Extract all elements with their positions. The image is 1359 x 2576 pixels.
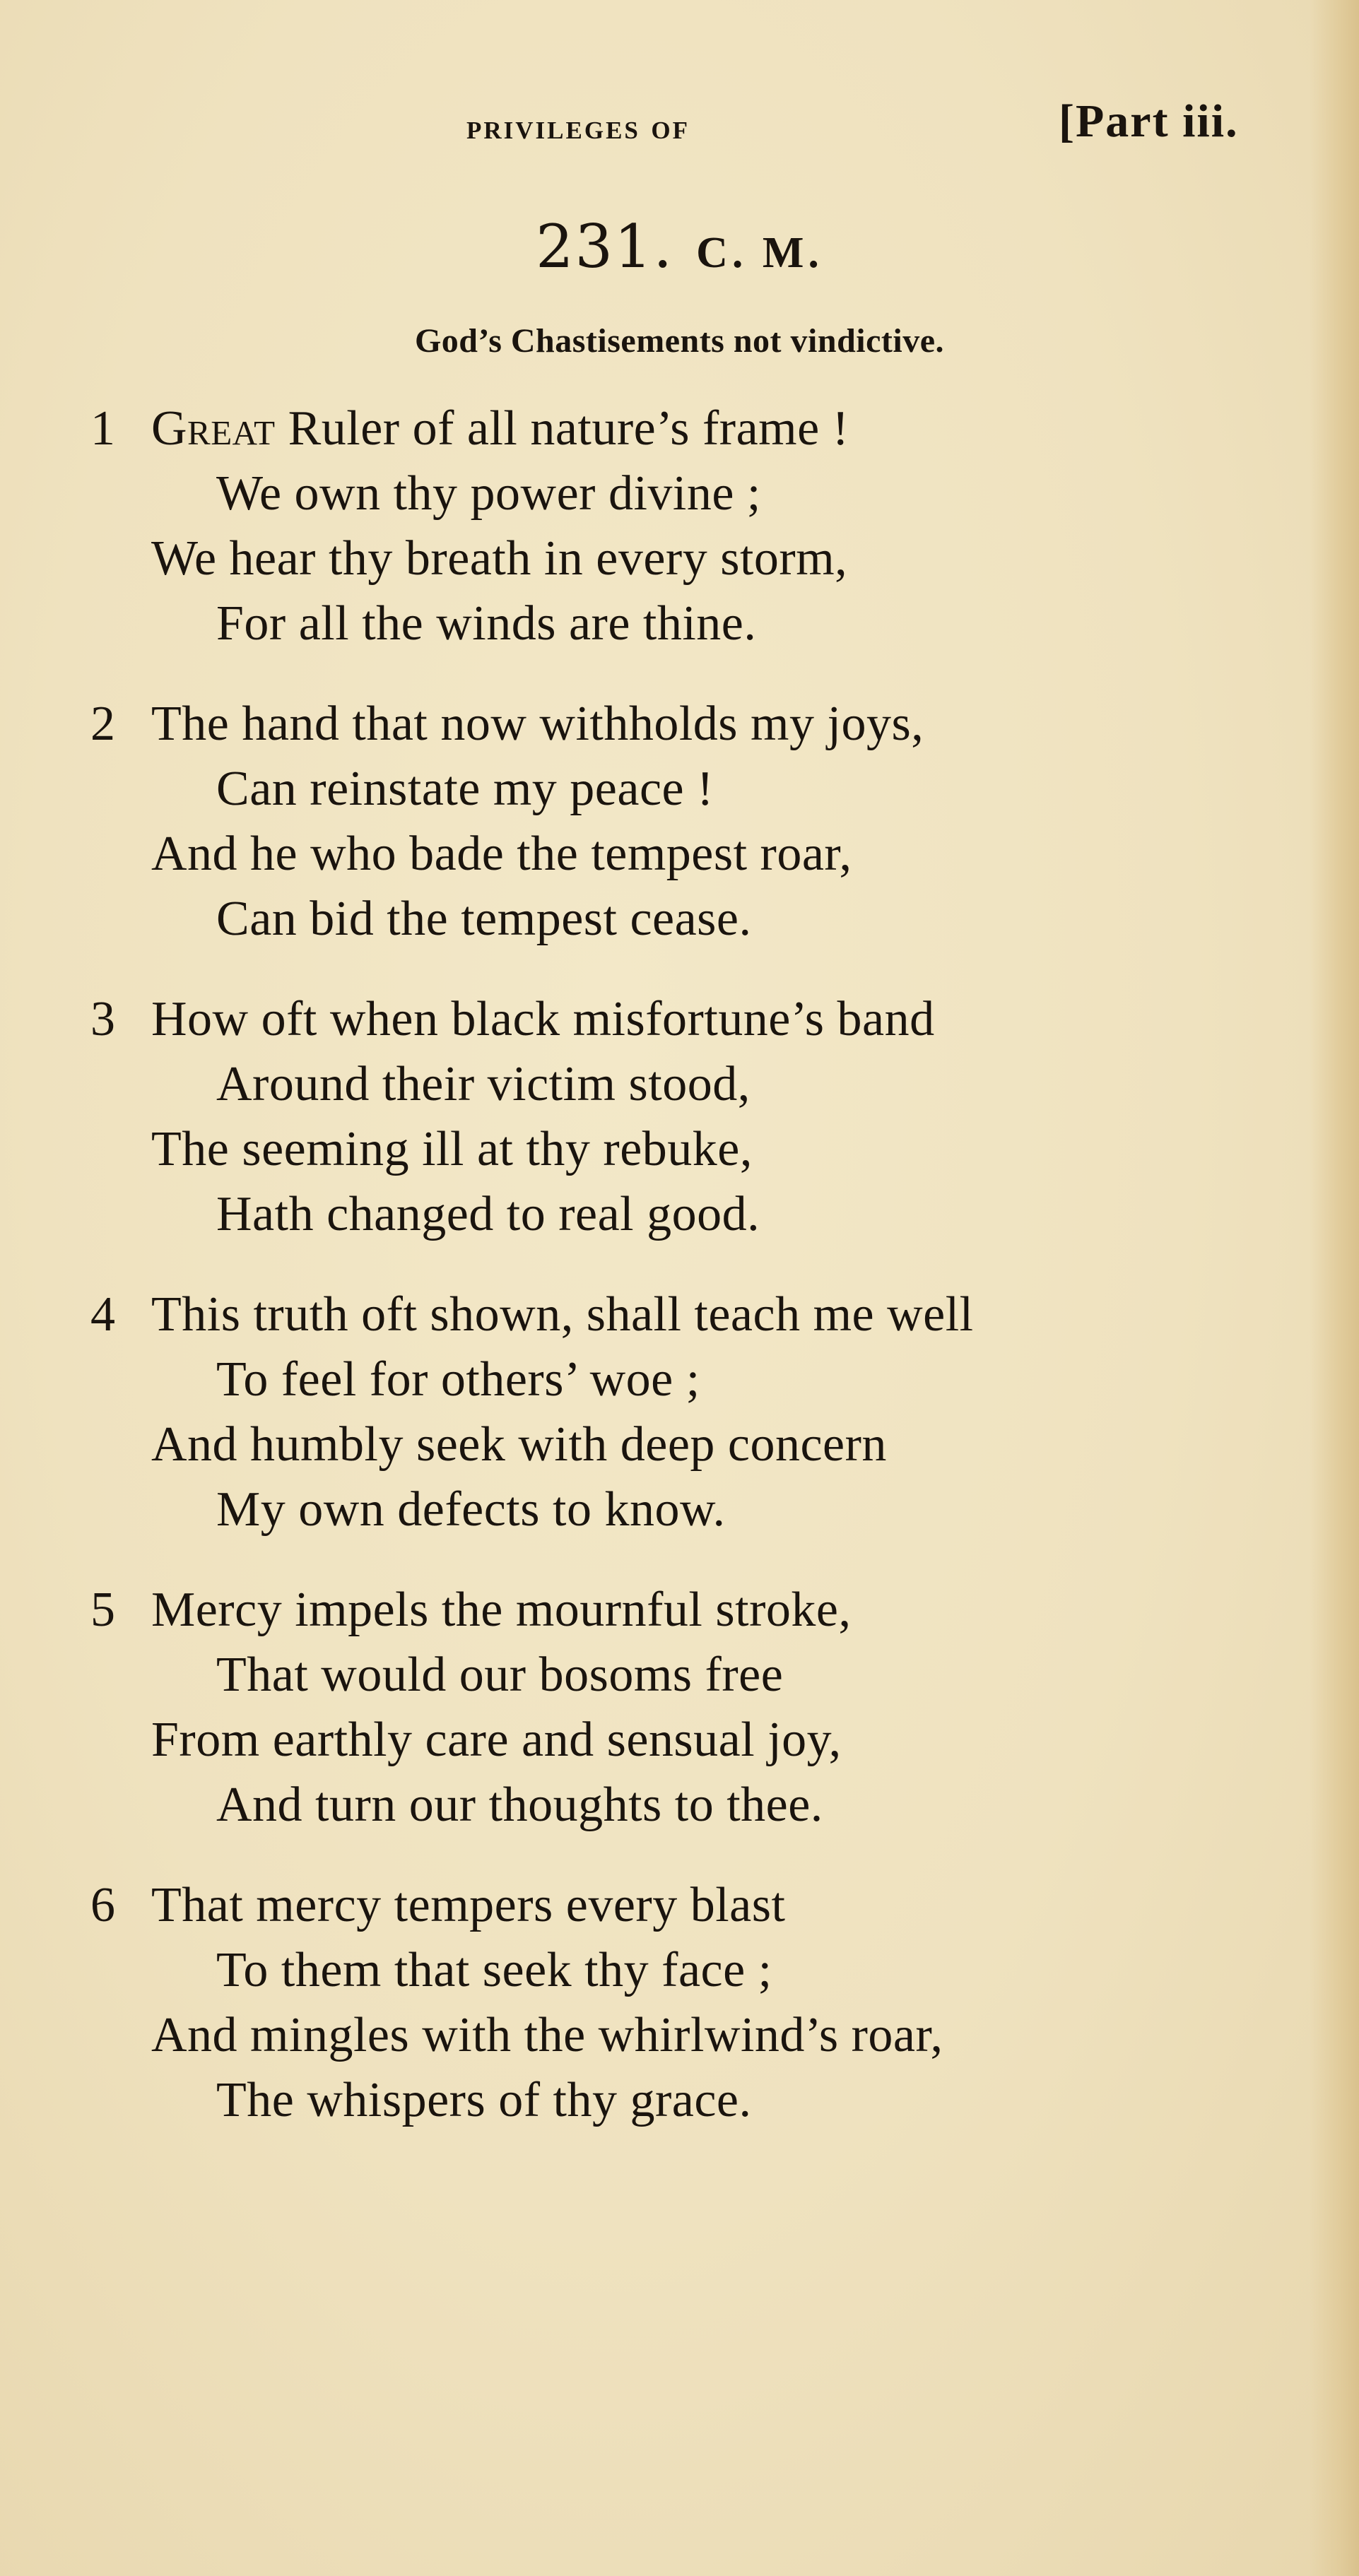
stanza-number: 4 [90, 1287, 115, 1342]
verse-line: And turn our thoughts to thee. [216, 1778, 823, 1832]
stanza-number: 2 [90, 697, 115, 751]
page-header [0, 95, 1359, 155]
verse-line: And humbly seek with deep concern [151, 1417, 887, 1472]
hymn-heading [0, 212, 1359, 281]
stanza-number: 5 [90, 1583, 115, 1637]
stanza-3 [0, 986, 1359, 1249]
verse-line: Hath changed to real good. [216, 1187, 760, 1241]
verse-line: Can reinstate my peace ! [216, 762, 714, 816]
verse-line [151, 396, 849, 462]
hymn-stanzas [0, 396, 1359, 2168]
verse-line: And mingles with the whirlwind’s roar, [151, 2008, 943, 2062]
stanza-number: 1 [90, 401, 115, 456]
verse-line: This truth oft shown, shall teach me well [151, 1287, 974, 1342]
verse-line: That would our bosoms free [216, 1648, 784, 1702]
verse-line: To them that seek thy face ; [216, 1943, 772, 1997]
verse-line: Can bid the tempest cease. [216, 892, 752, 946]
verse-line: From earthly care and sensual joy, [151, 1713, 842, 1767]
verse-line: The hand that now withholds my joys, [151, 697, 924, 751]
stanza-number: 3 [90, 992, 115, 1046]
stanza-2 [0, 691, 1359, 954]
verse-line: The seeming ill at thy rebuke, [151, 1122, 753, 1176]
hymn-meter: C. M. [696, 229, 823, 277]
stanza-1 [0, 396, 1359, 658]
stanza-4 [0, 1282, 1359, 1544]
verse-line: We own thy power divine ; [216, 466, 761, 521]
hymn-number: 231. [536, 212, 674, 281]
verse-line: To feel for others’ woe ; [216, 1352, 700, 1407]
stanza-number: 6 [90, 1878, 115, 1932]
verse-line: Around their victim stood, [216, 1057, 751, 1111]
verse-first-word: Great [151, 401, 276, 456]
verse-line-rest: Ruler of all nature’s frame ! [275, 401, 849, 456]
verse-line: That mercy tempers every blast [151, 1878, 786, 1932]
part-label: [Part iii. [1059, 95, 1239, 147]
verse-line: How oft when black misfortune’s band [151, 992, 935, 1046]
verse-line: Mercy impels the mournful stroke, [151, 1583, 852, 1637]
stanza-5 [0, 1577, 1359, 1840]
verse-line: And he who bade the tempest roar, [151, 827, 852, 881]
verse-line: My own defects to know. [216, 1482, 726, 1537]
running-head: privileges of [466, 107, 690, 146]
hymn-title: God’s Chastisements not vindictive. [414, 322, 945, 360]
verse-line: For all the winds are thine. [216, 596, 757, 651]
verse-line: The whispers of thy grace. [216, 2073, 752, 2127]
stanza-6 [0, 1872, 1359, 2135]
verse-line: We hear thy breath in every storm, [151, 531, 848, 586]
